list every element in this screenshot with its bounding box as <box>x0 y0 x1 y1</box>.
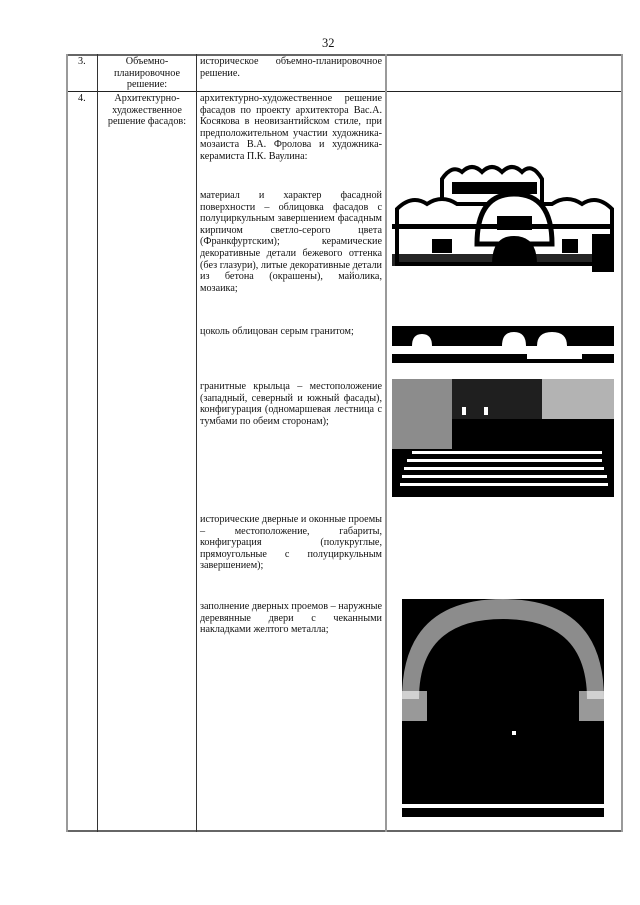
row-title-line: Объемно- <box>125 56 169 67</box>
table-border-right <box>621 54 623 832</box>
plinth-icon <box>392 326 614 363</box>
row-title-line: решение фасадов: <box>107 116 187 128</box>
row-title <box>99 56 195 91</box>
description-paragraph: цоколь облицован серым гранитом; <box>200 326 354 337</box>
description-paragraph: архитектурно-художественное решение фасадов по проекту архитектора Вас.А. Косякова в неовизантийском стиле, при предположительном участии художника-мозаиста В.А. Фролова и художника-керамиста П.К. Ваулина: <box>200 93 382 162</box>
table-border-left <box>66 54 68 832</box>
page-number: 32 <box>322 36 335 50</box>
church-facade-photo <box>392 124 614 274</box>
row-title-line: художественное <box>112 104 182 116</box>
row-title <box>99 93 195 128</box>
row-description: историческое объемно-планировочное решение. <box>200 56 382 79</box>
column-divider <box>196 54 197 832</box>
description-paragraph: заполнение дверных проемов – наружные деревянные двери с чеканными накладками желтого металла; <box>200 601 382 636</box>
row-number: 4. <box>78 93 86 104</box>
arched-doorway-photo <box>402 599 604 817</box>
description-paragraph: материал и характер фасадной поверхности – облицовка фасадов с полуциркульным завершением фасадным кирпичом светло-серого цвета (Франкфуртским); керамические декоративные детали бежевого оттенка (без глазури), литые декоративные детали из бетона (окрашены), майолика, мозаика; <box>200 190 382 294</box>
church-icon <box>392 124 614 274</box>
granite-porch-stairs-photo <box>392 379 614 497</box>
description-paragraph: гранитные крыльца – местоположение (западный, северный и южный фасады), конфигурация (одномаршевая лестница с тумбами по обеим сторонам); <box>200 381 382 427</box>
column-divider <box>385 54 387 832</box>
row-title-line: планировочное <box>113 67 181 79</box>
row-title-line: Архитектурно- <box>114 93 180 104</box>
granite-plinth-photo <box>392 326 614 363</box>
arch-icon <box>402 599 604 817</box>
row-title-line: решение: <box>126 79 168 91</box>
column-divider <box>97 54 98 832</box>
stairs-icon <box>392 379 614 497</box>
row-number: 3. <box>78 56 86 67</box>
description-paragraph: исторические дверные и оконные проемы – местоположение, габариты, конфигурация (полукруглые, прямоугольные с полуциркульным завершением); <box>200 514 382 572</box>
table-border-bottom <box>66 830 623 832</box>
heritage-table <box>66 54 623 832</box>
row-divider <box>66 91 623 92</box>
